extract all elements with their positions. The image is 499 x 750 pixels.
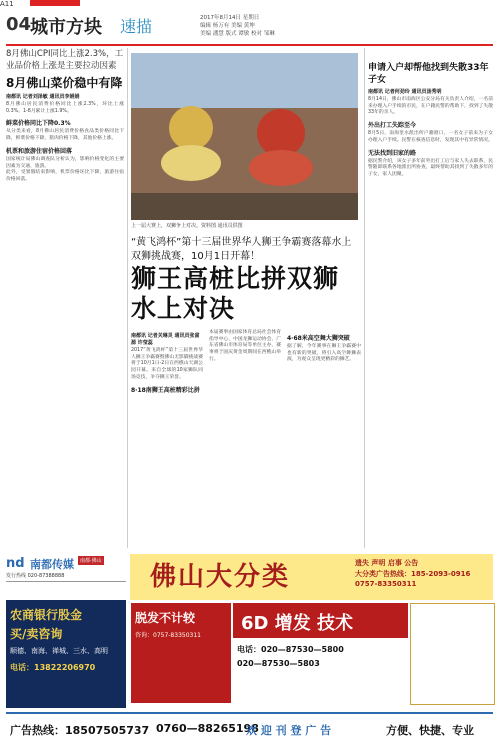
right-body-2: 8月5日，南海里水派出所户籍窗口，一名女子前来为子女办理入户手续。民警在核查信息时，发现其中有异常情况。 (368, 131, 493, 143)
left-body-4: 此外，受暑假结束影响，机票价格环比下降，旅游住宿价格回落。 (6, 170, 124, 182)
staff-line-2: 美编 潘慧 版式 谭敏 校对 邹琳 (200, 31, 275, 37)
main-col1-subhead: 8·18南狮王高桩精彩比拼 (131, 386, 200, 394)
hair-ad-phone: 咨询：0757-83350311 (135, 632, 201, 639)
hair-loss-ad (131, 603, 231, 703)
main-col3-subhead: 4·68米高空舞大狮突破 (287, 335, 350, 342)
nandu-tag: 南都·佛山 (80, 558, 102, 564)
column-divider-left (127, 48, 128, 548)
bottom-ad-bar (6, 712, 493, 746)
top-strip (0, 0, 499, 6)
6d-hair-ad (233, 603, 408, 638)
section-subtitle: 速描 (120, 17, 153, 36)
issue-date: 2017年8月14日 星期日 (200, 15, 260, 21)
classified-categories: 遗失 声明 启事 公告 (355, 559, 419, 567)
header-rule (6, 44, 493, 46)
page-number: 04 (6, 14, 32, 35)
ad-hotline-2: 0760—88265198 (156, 722, 259, 735)
left-body-2: 从分类来看，8月佛山居民消费价格食品类价格同比下降，鲜菜价格下降，猪肉价格下降，其他价格上涨。 (6, 129, 124, 142)
right-headline: 申请入户却帮他找到失散33年子女 (368, 63, 489, 85)
right-body-3: 据民警介绍，该女子多年前外出打工后与家人失去联系，民警随即联系各地派出所协查，最终帮助其找到了失散多年的子女，家人团聚。 (368, 158, 493, 177)
ad-hotline: 广告热线：18507505737 (10, 724, 150, 737)
lion-dance-illustration (131, 53, 358, 220)
lion-dance-photo (131, 53, 358, 220)
left-subhead-1: 鲜菜价格同比下降0.3% (6, 120, 71, 128)
section-title: 城市方块 (30, 17, 102, 38)
teaser: 8月佛山CPI同比上涨2.3%，工业品价格上涨是主要拉动因素 (6, 49, 124, 71)
foshan-classified-title: 佛山大分类 (150, 562, 291, 592)
left-body-1: 8月佛山居民消费价格同比上涨2.3%，环比上涨0.3%。1-8月累计上涨1.9%。 (6, 102, 124, 114)
ad-welcome: 欢 迎 刊 登 广 告 (246, 724, 332, 737)
right-body-1: 8月14日，佛山市南海区公安分局有关负责人介绍，一名前来办理入户手续的市民，在户籍民警的帮助下，找到了失散33年的亲人。 (368, 97, 493, 116)
6d-ad-tel-1: 电话：020—87530—5800 (237, 645, 344, 654)
photo-caption: 上一届大赛上，双狮争上对决。资料图 通讯员供图 (131, 223, 243, 229)
ad-slogan: 方便、快捷、专业 (386, 724, 474, 737)
left-headline: 8月佛山菜价稳中有降 (6, 76, 123, 90)
staff-line: 编辑 杨万有 美编 黄坤 (200, 23, 255, 29)
main-title: 狮王高桩比拼双狮水上对决 (131, 264, 340, 323)
left-byline: 南都讯 记者刘泽敏 通讯员李娟娟 (6, 94, 80, 100)
left-subhead-2: 机票和旅游住宿价格回落 (6, 147, 73, 155)
column-divider-right (364, 48, 365, 548)
right-subhead-1: 外出打工失踪至今 (368, 122, 417, 130)
hair-ad-title: 脱发不计较 (135, 611, 196, 625)
bank-share-ad (6, 600, 126, 708)
nandu-logo: nd (6, 556, 25, 571)
right-column (368, 62, 493, 179)
left-body-3: 国家统计局佛山调查队分析认为，影响价格变化的主要因素为交通、旅游。 (6, 156, 124, 169)
main-col3: 据了解，今年赛事在狮王争霸赛中也有新的突破，将引入高空舞狮表演，为观众呈现更精彩的狮艺。 (287, 344, 361, 363)
nandu-name: 南都传媒 (30, 558, 74, 571)
bank-ad-title: 农商银行股金 (10, 608, 83, 622)
main-col2: 本届赛事由国家体育总局社会体育指导中心、中国龙狮运动协会、广东省佛山市体育局等单位主办，赛事将于国庆黄金周期间在西樵山举行。 (209, 330, 281, 362)
right-byline: 南都讯 记者何劲玲 通讯员汤秀明 (368, 89, 442, 95)
classified-hotline: 大分类广告热线：185-2093-0916 (355, 570, 471, 578)
6d-ad-tel-2: 020—87530—5803 (237, 659, 320, 668)
bank-ad-areas: 顺德、南海、禅城、三水、高明 (10, 647, 108, 655)
bank-ad-phone: 电话：13822206970 (10, 663, 96, 672)
main-byline: 南都讯 记者关琳灵 通讯员张富源 许莹蕊 (131, 333, 200, 346)
date-line (200, 14, 275, 38)
6d-ad-title: 6D 增发 技术 (241, 613, 353, 634)
edition-label: A11 (0, 0, 14, 8)
6d-ad-contact (233, 640, 408, 703)
bank-ad-subtitle: 买/卖咨询 (10, 627, 63, 641)
side-notice-ad (410, 603, 495, 705)
main-pretitle: “黄飞鸿杯”第十三届世界华人狮王争霸赛落幕水上双狮挑战赛，10月1日开幕！ (131, 237, 352, 262)
right-subhead-2: 无法找到旧家的路 (368, 149, 417, 157)
classified-phone: 0757-83350311 (355, 580, 417, 588)
left-column (6, 48, 124, 184)
main-col1: 2017“黄飞鸿杯”第十三届世界华人狮王争霸赛暨佛山无影脚挑战赛将于10月1日-2日在西樵山天湖公园开幕。来自全球的10家狮队同场竞技，争夺狮王荣誉。 (131, 348, 203, 380)
nandu-hotline: 发行热线 020-87388888 (6, 573, 65, 579)
